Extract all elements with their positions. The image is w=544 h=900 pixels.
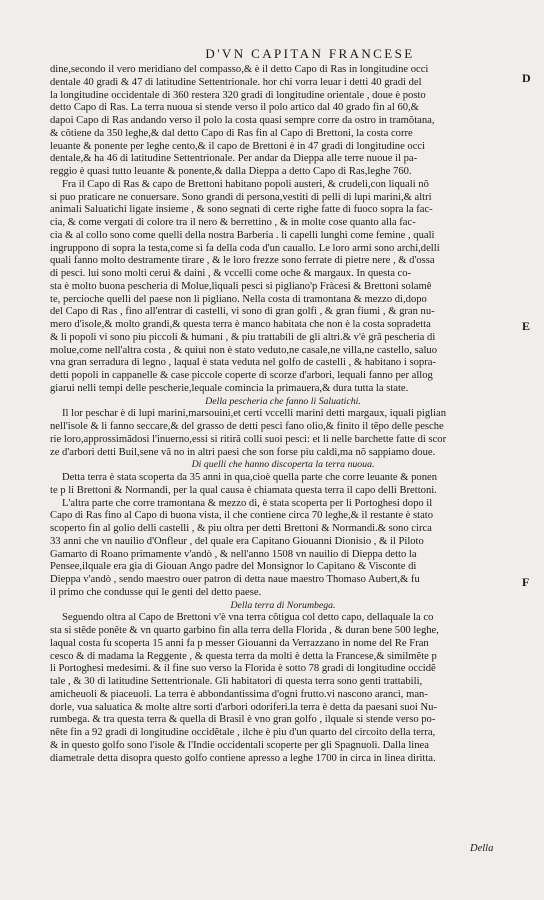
- text-line: sta è molto buona pescheria di Molue,liquali pesci si pigliano'p Fràcesi & Brettoni solamê: [50, 280, 432, 292]
- text-line: li Portoghesi medesimi. & il fine suo verso la Florida è sotto 78 gradi di longitudine occidẽ: [50, 663, 436, 675]
- margin-letter-f: F: [522, 575, 530, 589]
- text-line: Detta terra è stata scoperta da 35 anni in qua,cioè quella parte che corre leuante & ponen: [62, 472, 438, 483]
- text-line: dorle, vua saluatica & molte altre sorti d'arbori odoriferi.la terra è detta da paesani suoi Nu-: [50, 701, 437, 713]
- text-line: giarui nelli tempi delle pescherie,lequale comincia la primauera,& dura tutta la state.: [50, 382, 409, 394]
- text-line: Capo di Ras fino al Capo di buona vista, il che contiene circa 70 leghe,& il restante è stato: [50, 510, 434, 522]
- text-line: cesco & di madama la Reggente , & questa terra da molti è detta la Francese,& similmẽte p: [50, 650, 437, 662]
- text-line: detti popoli in cappanelle & case piccole coperte di scorze d'arbori, lequali fanno per allog: [50, 370, 433, 381]
- text-line: dentale 40 gradi & 47 di latitudine Settentrionale. hor chi vorra leuar i detti 40 gradi del: [50, 76, 422, 88]
- text-line: & li popoli vi sono piu piccoli & humani , & piu trattabili de gli altri.& v'è grã pescheria di: [50, 331, 436, 343]
- running-title: D'VN CAPITAN FRANCESE: [205, 46, 415, 61]
- text-line: vna gran serradura di legno , laqual è stata veduta nel golfo de castelli , & habitano i sopra-: [50, 357, 436, 369]
- text-line: si puo praticare ne conuersare. Sono grandi di persona,vestiti di pelli di lupi marini,& altri: [50, 191, 432, 203]
- text-line: la longitudine occidentale di 360 restera 320 gradi di longitudine orientale , doue è posto: [50, 89, 426, 101]
- text-line: Gamarto di Roano primamente v'andò , & nell'anno 1508 vn nauilio di Dieppa detto la: [50, 548, 417, 560]
- catchword: Della: [470, 843, 494, 854]
- text-line: cia & al collo sono come quelli della nostra Barberia . li capelli lunghi come femine , quali: [50, 229, 435, 241]
- text-line: scoperto fin al golio delli castelli , & piu oltra per detti Brettoni & Normandi.& sono circa: [50, 523, 432, 534]
- text-line: nell'isole & li fanno seccare,& del grasso de detti pesci fano olio,& finito il tẽpo delle pesche: [50, 421, 444, 432]
- text-line: di pesci. lui sono molti cerui & daini , & vccelli come oche & margaux. In questa co-: [50, 268, 412, 279]
- text-line: Fra il Capo di Ras & capo de Brettoni habitano popoli austeri, & crudeli,con liquali nõ: [62, 178, 429, 190]
- text-line: dapoi Capo di Ras andando verso il polo la costa quasi sempre corre da ostro in tramõtana,: [50, 115, 435, 126]
- text-line: leuante & ponente per leghe cento,& il capo de Brettoni è in 47 gradi di longitudine occi: [50, 140, 426, 152]
- text-line: nẽte fin a 92 gradi di longitudine occidẽtale , ilche è piu d'un quarto del circoito della terra,: [50, 727, 436, 738]
- text-line: laqual costa fu scoperta 15 anni fa p messer Giouanni da Verrazzano in nome del Re Fran: [50, 637, 429, 649]
- section-heading: Di quelli che hanno discoperta la terra nuoua.: [191, 459, 375, 471]
- margin-letter-e: E: [522, 319, 531, 333]
- text-line: ze d'arbori detti Buil,sene vã no in altri paesi che son forse piu caldi,ma nõ sappiamo doue.: [50, 446, 436, 458]
- text-line: reggio è quasi tutto leuante & ponente,& dalla Dieppa a detto Capo di Ras,leghe 760.: [50, 166, 412, 177]
- text-line: quali fanno molto destramente tirare , & le loro frezze sono ferrate di pietre nere , & d'ossa: [50, 255, 435, 267]
- text-line: tale , & 30 di latitudine Settentrionale. Gli habitatori di questa terra sono genti trattabili,: [50, 676, 423, 687]
- text-line: te, percioche quelli del paese non li pigliano. Nella costa di tramontana & mezzo di,dopo: [50, 293, 427, 305]
- text-line: Dieppa v'andò , sendo maestro ouer patron di detta naue maestro Thomaso Aubert,& fu: [50, 574, 420, 585]
- text-line: L'altra parte che corre tramontana & mezzo di, è stata scoperta per li Portoghesi dopo il: [62, 497, 433, 509]
- text-line: Seguendo oltra al Capo de Brettoni v'è vna terra cõtigua col detto capo, dellaquale la co: [62, 612, 434, 624]
- text-line: dine,secondo il vero meridiano del compasso,& è il detto Capo di Ras in longitudine occi: [50, 64, 429, 75]
- text-line: Il lor peschar è di lupi marini,marsouini,et certi vccelli marini detti margaux, iquali piglian: [62, 408, 447, 420]
- text-line: dentale,& ha 46 di latitudine Settentrionale. Per andar da Dieppa alle terre nuoue il pa-: [50, 153, 418, 165]
- text-line: cia, & come vergati di colore tra il nero & berrettino , & in molte cose quanto alla fac-: [50, 217, 416, 228]
- text-line: ingruppono di sopra la testa,come si fa della coda d'un cauallo. Le loro armi sono archi,delli: [50, 242, 440, 254]
- text-line: diametrale detta disopra questo golfo contiene apresso a leghe 1700 in circa in linea diritta.: [50, 752, 436, 764]
- text-line: amicheuoli & piaceuoli. La terra è abbondantissima d'ogni frutto.vi nascono aranci, man-: [50, 688, 428, 700]
- text-line: rie loro,approssimãdosi l'inuerno,essi si ritirã colli suoi pesci: et li nelle barchette fatte di scor: [50, 433, 447, 445]
- text-line: detto Capo di Ras. La terra nuoua si stende verso il polo artico dal 40 grado fin al 60,&: [50, 102, 419, 114]
- text-line: sta si stẽde ponẽte & vn quarto garbino fin alla terra della Florida , & duran bene 500 leghe,: [50, 625, 439, 636]
- text-line: & in questo golfo sono l'isole & l'Indie occidentali scoperte per gli Spagnuoli. Dalla linea: [50, 739, 429, 751]
- text-line: del Capo di Ras , fino all'entrar di castelli, vi sono di gran golfi , & gran fiumi , & gran nu-: [50, 306, 435, 318]
- text-line: 33 anni che vn nauilio d'Onfleur , del quale era Capitano Giouanni Dionisio , & il Piloto: [50, 535, 424, 547]
- text-line: & cõtiene da 350 leghe,& dal detto Capo di Ras fin al Capo di Brettoni, la costa corre: [50, 127, 413, 139]
- text-line: mero d'isole,& molto grandi,& questa terra è manco habitata che non è la costa sopradetta: [50, 319, 431, 330]
- section-heading: Della terra di Norumbega.: [230, 599, 336, 611]
- text-body: [50, 64, 516, 765]
- text-line: molue,come nell'altra costa , & quiui non è stato veduto,ne casale,ne villa,ne castello, saluo: [50, 344, 437, 356]
- text-line: animali Saluatichi ligate insieme , & sono segnati di certe righe fatte di fuoco sopra la fac-: [50, 204, 433, 216]
- section-heading: Della pescheria che fanno li Saluatichi.: [205, 395, 361, 407]
- text-line: Pensee,ilquale era gia di Giouan Ango padre del Monsignor lo Capitano & Visconte di: [50, 561, 417, 573]
- text-line: il primo che condusse qui le genti del detto paese.: [50, 586, 262, 598]
- text-line: te p li Brettoni & Normandi, per la qual causa è chiamata questa terra il capo delli Brettoni.: [50, 484, 437, 496]
- text-line: rumbega. & tra questa terra & quella di Brasil è vno gran golfo , ilquale si stende verso po-: [50, 714, 436, 726]
- margin-letter-d: D: [522, 71, 531, 85]
